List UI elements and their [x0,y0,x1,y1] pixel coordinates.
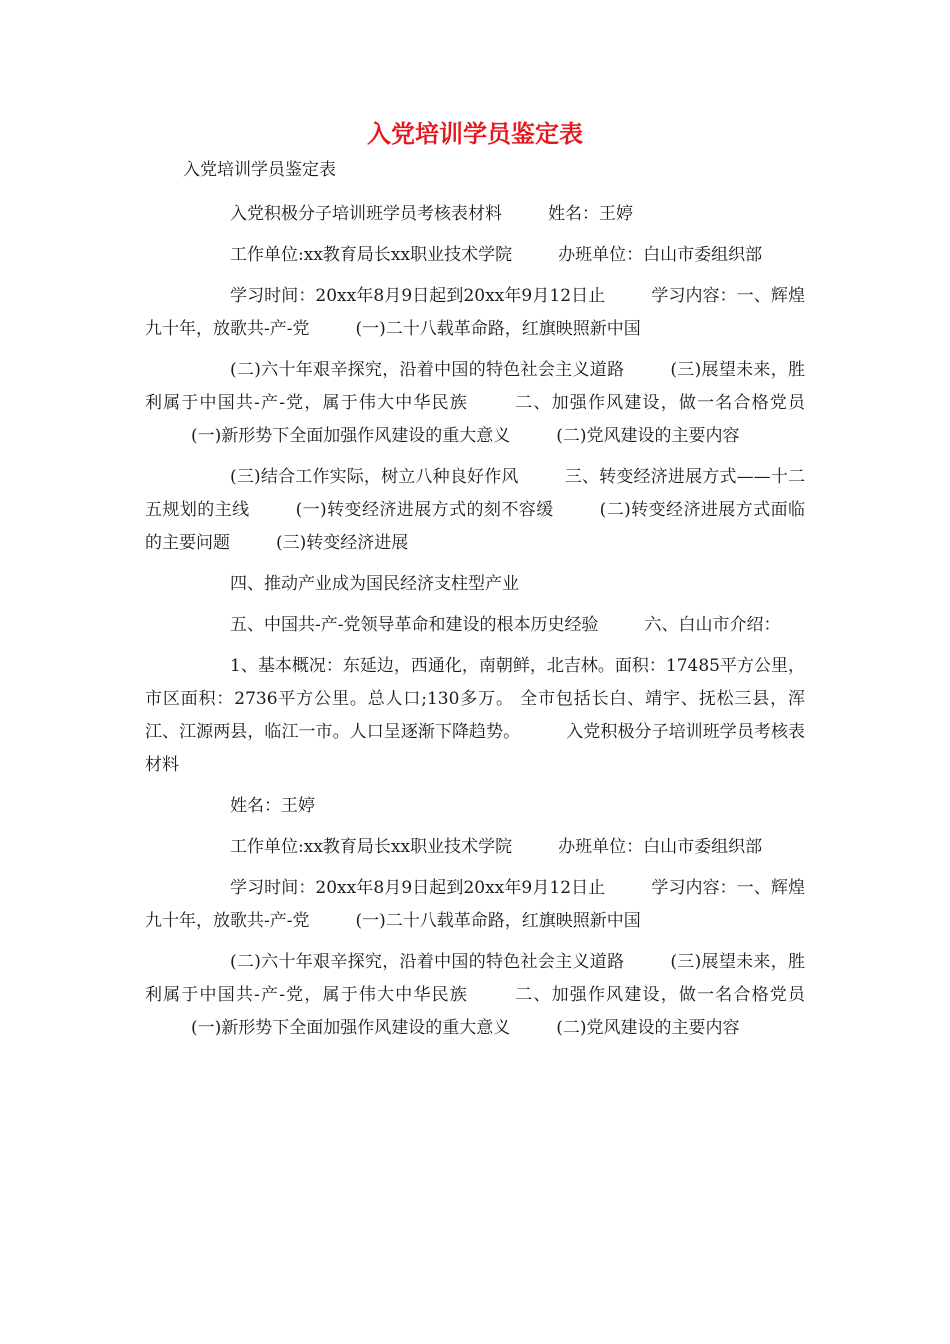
paragraph-segment: (三)展望未来，胜利属于中国共-产-党，属于伟大中华民族 [145,360,806,413]
paragraph-segment: (一)二十八载革命路，红旗映照新中国 [355,911,641,931]
paragraph-segment: (二)党风建设的主要内容 [556,1018,740,1038]
paragraph [145,280,805,346]
paragraph [145,609,805,642]
paragraph-segment: 姓名：王婷 [230,796,315,816]
paragraph [145,239,805,272]
paragraph [145,198,805,231]
paragraph-segment: (三)结合工作实际，树立八种良好作风 [230,467,519,487]
paragraph-segment: 六、白山市介绍： [644,615,781,635]
paragraph-segment: (一)转变经济进展方式的刻不容缓 [295,500,554,520]
paragraph-segment: (二)党风建设的主要内容 [556,426,740,446]
paragraph-segment: (一)二十八载革命路，红旗映照新中国 [355,319,641,339]
paragraph-segment: 办班单位：白山市委组织部 [558,245,763,265]
paragraph-segment: 1、基本概况：东延边，西通化，南朝鲜，北吉林。面积：17485平方公里，市区面积：2736平方公里。总人口;130多万。 全市包括长白、靖宇、抚松三县，浑江、江源两县，临江一市。人口呈逐渐下降趋势。 [145,656,805,742]
paragraph-segment: 二、加强作风建设，做一名合格党员 [514,985,806,1005]
paragraph [145,568,805,601]
paragraph-segment: 办班单位：白山市委组织部 [558,837,763,857]
paragraph-segment: 学习时间：20xx年8月9日起到20xx年9月12日止 [230,286,606,306]
paragraph-segment: (三)转变经济进展 [276,533,409,553]
paragraph-segment: 工作单位:xx教育局长xx职业技术学院 [230,245,513,265]
paragraph [145,831,805,864]
document-title: 入党培训学员鉴定表 [367,120,583,148]
paragraph [145,354,805,453]
paragraph-segment: (三)展望未来，胜利属于中国共-产-党，属于伟大中华民族 [145,952,806,1005]
paragraph-segment: (一)新形势下全面加强作风建设的重大意义 [191,1018,511,1038]
paragraph [145,946,805,1045]
paragraph-segment: 工作单位:xx教育局长xx职业技术学院 [230,837,513,857]
paragraph [145,461,805,560]
document-subtitle: 入党培训学员鉴定表 [183,160,336,180]
paragraph-segment: (二)转变经济进展方式面临的主要问题 [145,500,806,553]
paragraph-segment: 学习时间：20xx年8月9日起到20xx年9月12日止 [230,878,606,898]
paragraph-segment: 五、中国共-产-党领导革命和建设的根本历史经验 [230,615,599,635]
paragraph-segment: 学习内容：一、辉煌九十年，放歌共-产-党 [145,286,805,339]
paragraph-segment: (一)新形势下全面加强作风建设的重大意义 [191,426,511,446]
paragraph [145,872,805,938]
paragraph-segment: 三、转变经济进展方式——十二五规划的主线 [145,467,805,520]
paragraph-segment: 四、推动产业成为国民经济支柱型产业 [230,574,519,594]
document-body [145,198,805,1053]
paragraph [145,790,805,823]
paragraph-segment: 入党积极分子培训班学员考核表材料 [230,204,502,224]
paragraph-segment: 二、加强作风建设，做一名合格党员 [514,393,806,413]
paragraph-segment: (二)六十年艰辛探究，沿着中国的特色社会主义道路 [230,360,625,380]
paragraph-segment: 姓名：王婷 [548,204,633,224]
paragraph-segment: (二)六十年艰辛探究，沿着中国的特色社会主义道路 [230,952,625,972]
paragraph-segment: 入党积极分子培训班学员考核表材料 [145,722,806,775]
paragraph [145,650,805,782]
paragraph-segment: 学习内容：一、辉煌九十年，放歌共-产-党 [145,878,805,931]
